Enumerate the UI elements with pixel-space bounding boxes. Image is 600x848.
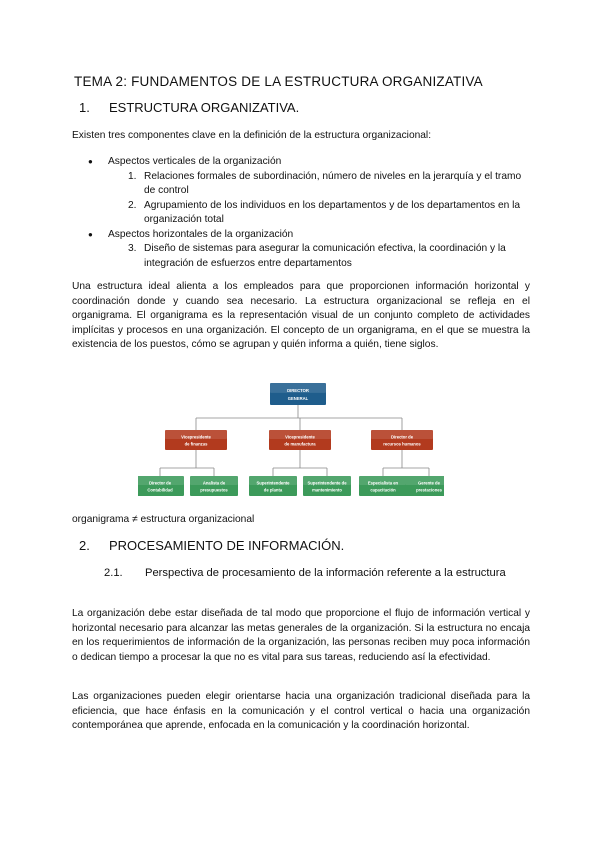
org-node-staff (405, 476, 444, 496)
org-node-label: Especialista en (367, 480, 399, 486)
item-number: 1. (128, 170, 137, 182)
bullet-label: Aspectos horizontales de la organización (108, 228, 294, 240)
item-text: Relaciones formales de subordinación, número de niveles en la jerarquía y el tramo de control (144, 170, 522, 196)
item-number: 2. (128, 199, 137, 211)
org-node-vp (165, 430, 227, 450)
org-node-vp (371, 430, 433, 450)
org-node-label: DIRECTOR (287, 388, 309, 394)
information-paragraph: La organización debe estar diseñada de tal modo que proporcione el flujo de información vertical y horizontal necesario para alcanzar las metas generales de la organización. Si la estructura no encaja en los requerimientos de información de la organización, las personas reciben muy poca información o dedican tiempo a procesar la que no es vital para sus tareas, reduciendo así la efectividad. (72, 608, 530, 663)
list-item (72, 242, 532, 271)
org-node-staff (138, 476, 184, 496)
org-node-label: Gerente de (418, 480, 440, 486)
org-node-label: prestaciones (416, 487, 442, 493)
bullet-icon: ● (88, 157, 93, 166)
bullet-label: Aspectos verticales de la organización (108, 156, 282, 167)
item-text: Agrupamiento de los individuos en los departamentos y de los departamentos en la organización total (144, 199, 521, 225)
section-2-1-number: 2.1. (104, 567, 123, 579)
list-item (72, 155, 532, 170)
org-node-label: de manufactura (284, 441, 316, 447)
section-1-heading (79, 100, 299, 115)
item-number: 3. (128, 243, 137, 254)
section-2-1-title: Perspectiva de procesamiento de la información referente a la estructura (145, 567, 506, 579)
org-node-vp (269, 430, 331, 450)
list-item (72, 228, 532, 243)
section-2-heading (79, 538, 344, 553)
page-title: TEMA 2: FUNDAMENTOS DE LA ESTRUCTURA ORGANIZATIVA (74, 74, 483, 89)
org-node-label: Director de (148, 480, 172, 486)
orientation-paragraph: Las organizaciones pueden elegir orientarse hacia una organización tradicional diseñada para la eficiencia, que hace énfasis en la comunicación y el control vertical o hacia una organización contemporánea que aprende, enfocada en la comunicación y la coordinación horizontal. (72, 691, 530, 731)
org-node-label: Superintendente (256, 480, 290, 486)
section-2-title: PROCESAMIENTO DE INFORMACIÓN. (109, 538, 345, 553)
org-node-label: Contabilidad (147, 487, 173, 493)
org-chart (138, 378, 444, 500)
bullet-icon: ● (88, 229, 93, 239)
item-text: Diseño de sistemas para asegurar la comunicación efectiva, la coordinación y la integración de esfuerzos entre departamentos (144, 243, 506, 269)
section-1-title: ESTRUCTURA ORGANIZATIVA. (109, 100, 300, 115)
org-node-label: Analista de (202, 480, 226, 486)
org-node-staff (303, 476, 351, 496)
org-node-label: Vicepresidente (181, 434, 211, 440)
org-node-director (270, 383, 326, 405)
org-node-staff (249, 476, 297, 496)
org-node-label: de planta (263, 487, 283, 493)
section-2-1-heading (104, 565, 532, 581)
org-node-label: Superintendente de (307, 480, 347, 486)
components-list (72, 155, 532, 271)
list-item (72, 199, 532, 228)
intro-paragraph: Existen tres componentes clave en la definición de la estructura organizacional: (72, 130, 432, 141)
org-node-label: recursos humanos (383, 441, 421, 447)
section-1-number: 1. (79, 100, 90, 115)
org-node-label: mantenimiento (312, 487, 342, 493)
org-node-staff (359, 476, 407, 496)
org-node-label: capacitación (370, 487, 396, 493)
org-node-staff (190, 476, 238, 496)
org-node-label: Vicepresidente (285, 434, 315, 440)
list-item (72, 170, 532, 199)
section-2-number: 2. (79, 538, 90, 553)
org-node-label: Director de (390, 434, 414, 440)
org-node-label: de finanzas (184, 441, 208, 447)
org-node-label: presupuestos (200, 487, 228, 493)
chart-caption: organigrama ≠ estructura organizacional (72, 514, 255, 525)
org-node-label: GENERAL (287, 396, 309, 402)
structure-paragraph: Una estructura ideal alienta a los empleados para que proporcionen información horizontal y coordinación donde y cuando sea necesario. La estructura organizacional se refleja en el organigrama. El organigrama es la representación visual de un conjunto completo de actividades implícitas y procesos en una organización. El concepto de un organigrama, en el que se muestra la existencia de los puestos, cómo se agrupan y quién informa a quién, tiene siglos. (72, 281, 530, 350)
